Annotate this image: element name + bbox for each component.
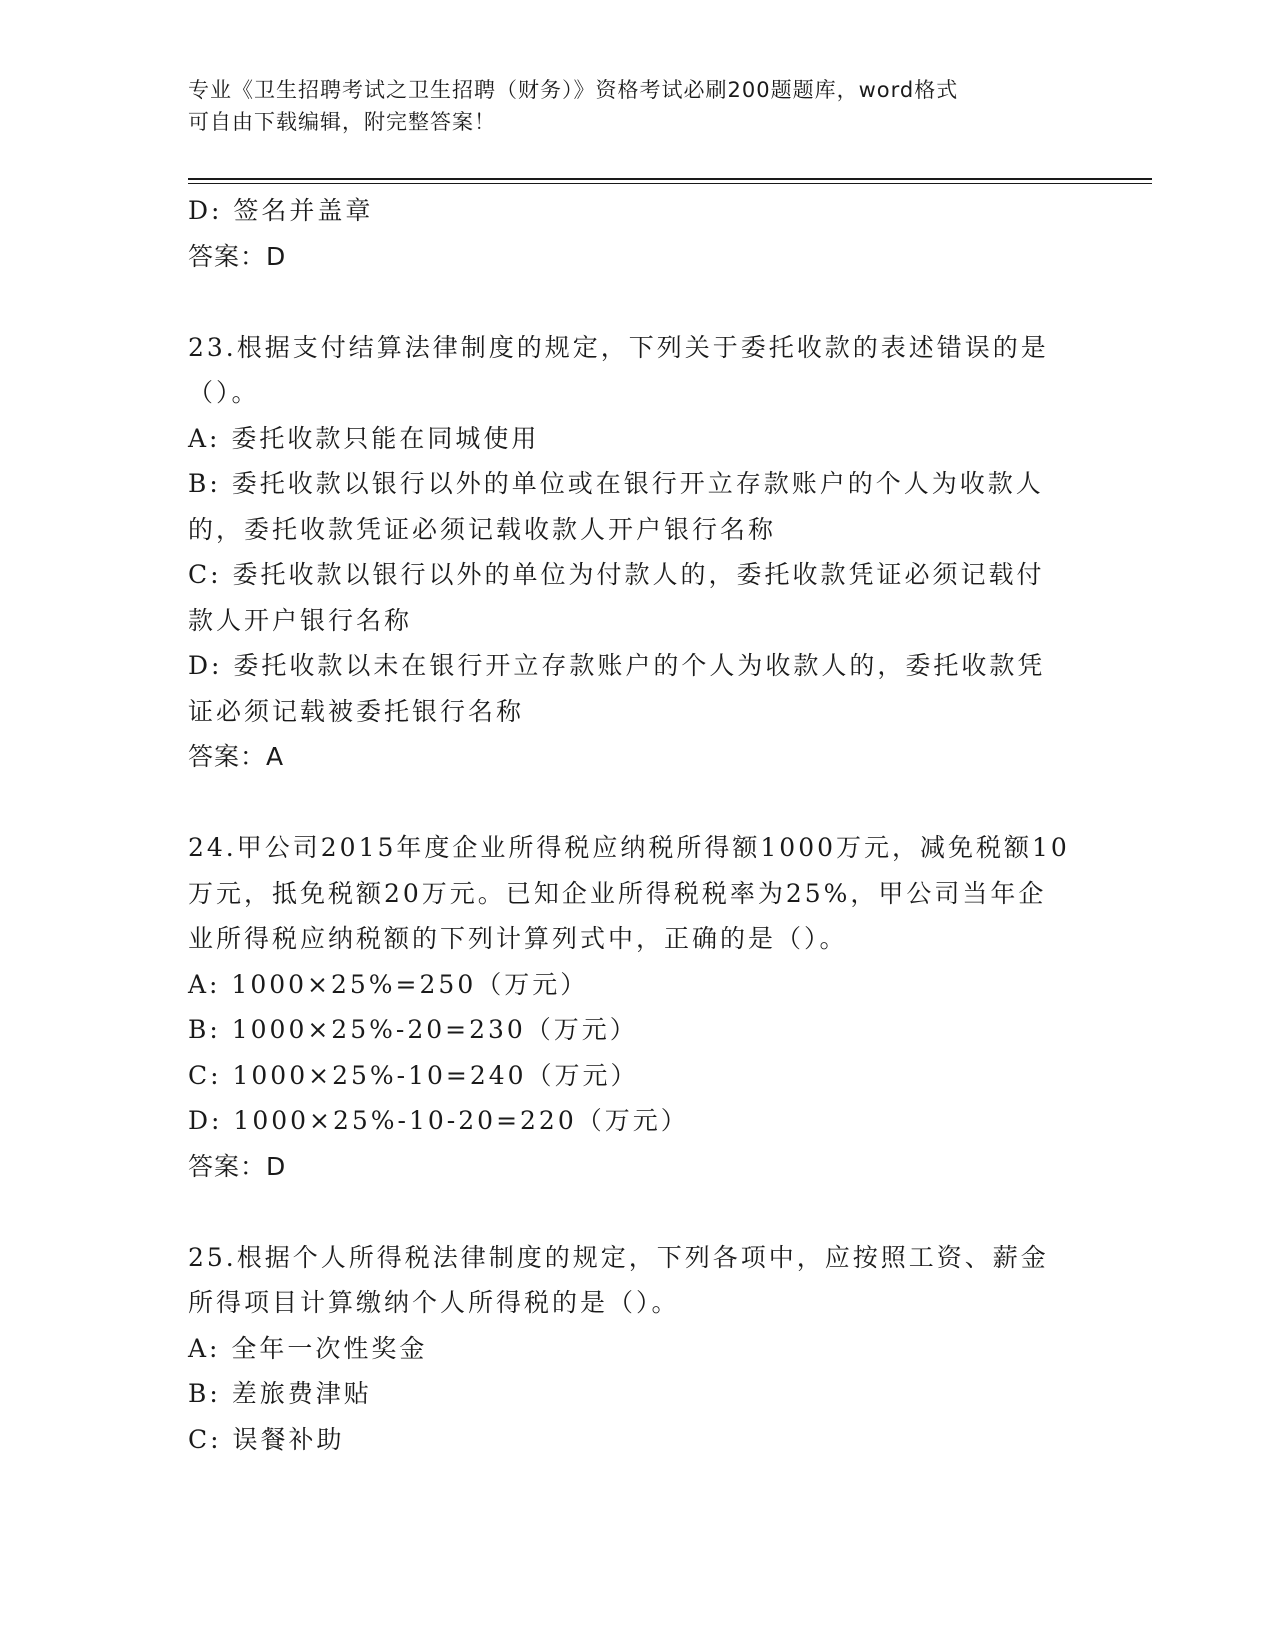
answer-line: 答案：D [188, 241, 287, 271]
question-line: B: 1000×25%-20=230（万元） [188, 1015, 638, 1044]
question-line: 万元，抵免税额20万元。已知企业所得税税率为25%，甲公司当年企 [188, 878, 1047, 908]
document-header [188, 74, 1068, 138]
question-line: （）。 [188, 378, 260, 407]
question-line: D: 1000×25%-10-20=220（万元） [188, 1106, 689, 1135]
question-line: B: 差旅费津贴 [188, 1379, 372, 1408]
answer-line: 答案：A [188, 742, 285, 771]
question-block [188, 188, 1088, 279]
header-divider-thin [188, 183, 1152, 184]
question-line: A: 委托收款只能在同城使用 [188, 423, 540, 453]
question-line: 所得项目计算缴纳个人所得税的是（）。 [188, 1288, 680, 1317]
question-content [188, 188, 1088, 1462]
question-block [188, 825, 1088, 1189]
header-line-2: 可自由下载编辑，附完整答案！ [188, 110, 496, 134]
question-line: C: 1000×25%-10=240（万元） [188, 1060, 639, 1090]
question-line: 证必须记载被委托银行名称 [188, 696, 525, 726]
question-line: 业所得税应纳税额的下列计算列式中，正确的是（）。 [188, 924, 848, 953]
block-spacer [188, 1189, 1088, 1235]
question-block [188, 325, 1088, 780]
block-spacer [188, 780, 1088, 826]
header-line-1: 专业《卫生招聘考试之卫生招聘（财务）》资格考试必刷200题题库，word格式 [188, 78, 959, 102]
block-spacer [188, 279, 1088, 325]
question-line: C: 误餐补助 [188, 1424, 345, 1454]
question-block [188, 1235, 1088, 1463]
question-line: A: 全年一次性奖金 [188, 1333, 428, 1363]
question-line: 的，委托收款凭证必须记载收款人开户银行名称 [188, 514, 777, 544]
answer-line: 答案：D [188, 1151, 287, 1181]
question-line: C: 委托收款以银行以外的单位为付款人的，委托收款凭证必须记载付 [188, 560, 1045, 589]
question-line: 25.根据个人所得税法律制度的规定，下列各项中，应按照工资、薪金 [188, 1242, 1049, 1272]
header-divider-thick [188, 178, 1152, 180]
question-line: D: 委托收款以未在银行开立存款账户的个人为收款人的，委托收款凭 [188, 651, 1046, 680]
question-line: D: 签名并盖章 [188, 196, 374, 225]
question-line: 24.甲公司2015年度企业所得税应纳税所得额1000万元，减免税额10 [188, 833, 1070, 862]
question-line: A: 1000×25%=250（万元） [188, 969, 589, 999]
question-line: 23.根据支付结算法律制度的规定，下列关于委托收款的表述错误的是 [188, 332, 1049, 362]
question-line: 款人开户银行名称 [188, 605, 413, 635]
question-line: B: 委托收款以银行以外的单位或在银行开立存款账户的个人为收款人 [188, 469, 1044, 498]
